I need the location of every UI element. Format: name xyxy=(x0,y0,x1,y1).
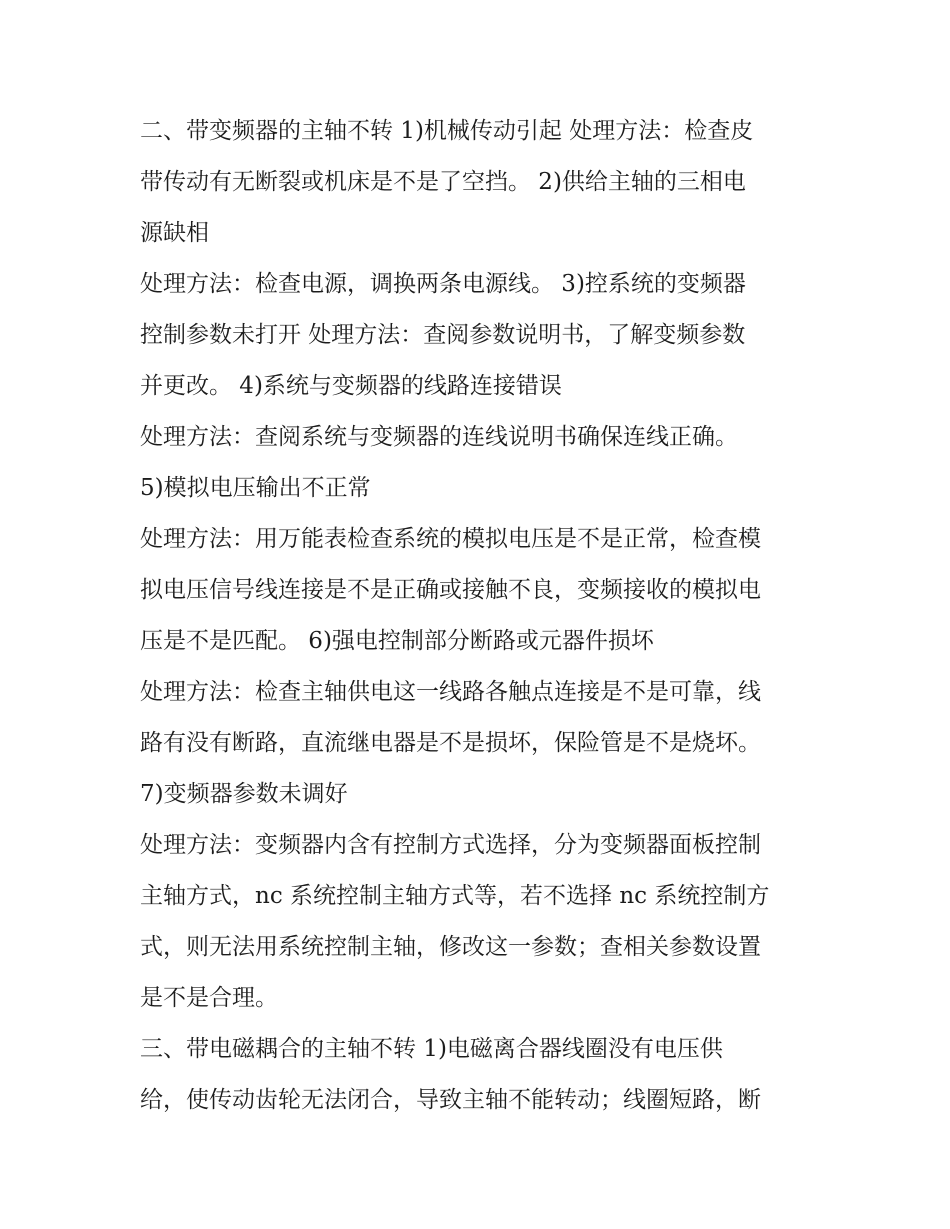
text-line: 带传动有无断裂或机床是不是了空挡。 2)供给主轴的三相电 xyxy=(140,169,746,195)
text-line: 二、带变频器的主轴不转 1)机械传动引起 处理方法：检查皮 xyxy=(140,118,754,144)
text-line: 处理方法：用万能表检查系统的模拟电压是不是正常，检查模 xyxy=(140,526,761,552)
text-line: 式，则无法用系统控制主轴，修改这一参数；查相关参数设置 xyxy=(140,934,761,960)
text-line: 是不是合理。 xyxy=(140,985,278,1011)
text-line: 路有没有断路，直流继电器是不是损坏，保险管是不是烧坏。 xyxy=(140,730,761,756)
text-line: 压是不是匹配。 6)强电控制部分断路或元器件损坏 xyxy=(140,628,654,654)
document-body xyxy=(140,108,820,1128)
text-line: 并更改。 4)系统与变频器的线路连接错误 xyxy=(140,373,562,399)
text-line: 5)模拟电压输出不正常 xyxy=(140,475,371,501)
text-line: 主轴方式，nc 系统控制主轴方式等，若不选择 nc 系统控制方 xyxy=(140,883,770,909)
text-line: 拟电压信号线连接是不是正确或接触不良，变频接收的模拟电 xyxy=(140,577,761,603)
text-line: 处理方法：查阅系统与变频器的连线说明书确保连线正确。 xyxy=(140,424,738,450)
text-line: 处理方法：检查主轴供电这一线路各触点连接是不是可靠，线 xyxy=(140,679,761,705)
text-line: 给，使传动齿轮无法闭合，导致主轴不能转动；线圈短路，断 xyxy=(140,1087,761,1113)
text-line: 7)变频器参数未调好 xyxy=(140,781,348,807)
text-line: 三、带电磁耦合的主轴不转 1)电磁离合器线圈没有电压供 xyxy=(140,1036,723,1062)
text-line: 处理方法：检查电源，调换两条电源线。 3)控系统的变频器 xyxy=(140,271,746,297)
text-line: 源缺相 xyxy=(140,220,209,246)
text-line: 处理方法：变频器内含有控制方式选择，分为变频器面板控制 xyxy=(140,832,761,858)
text-line: 控制参数未打开 处理方法：查阅参数说明书，了解变频参数 xyxy=(140,322,746,348)
